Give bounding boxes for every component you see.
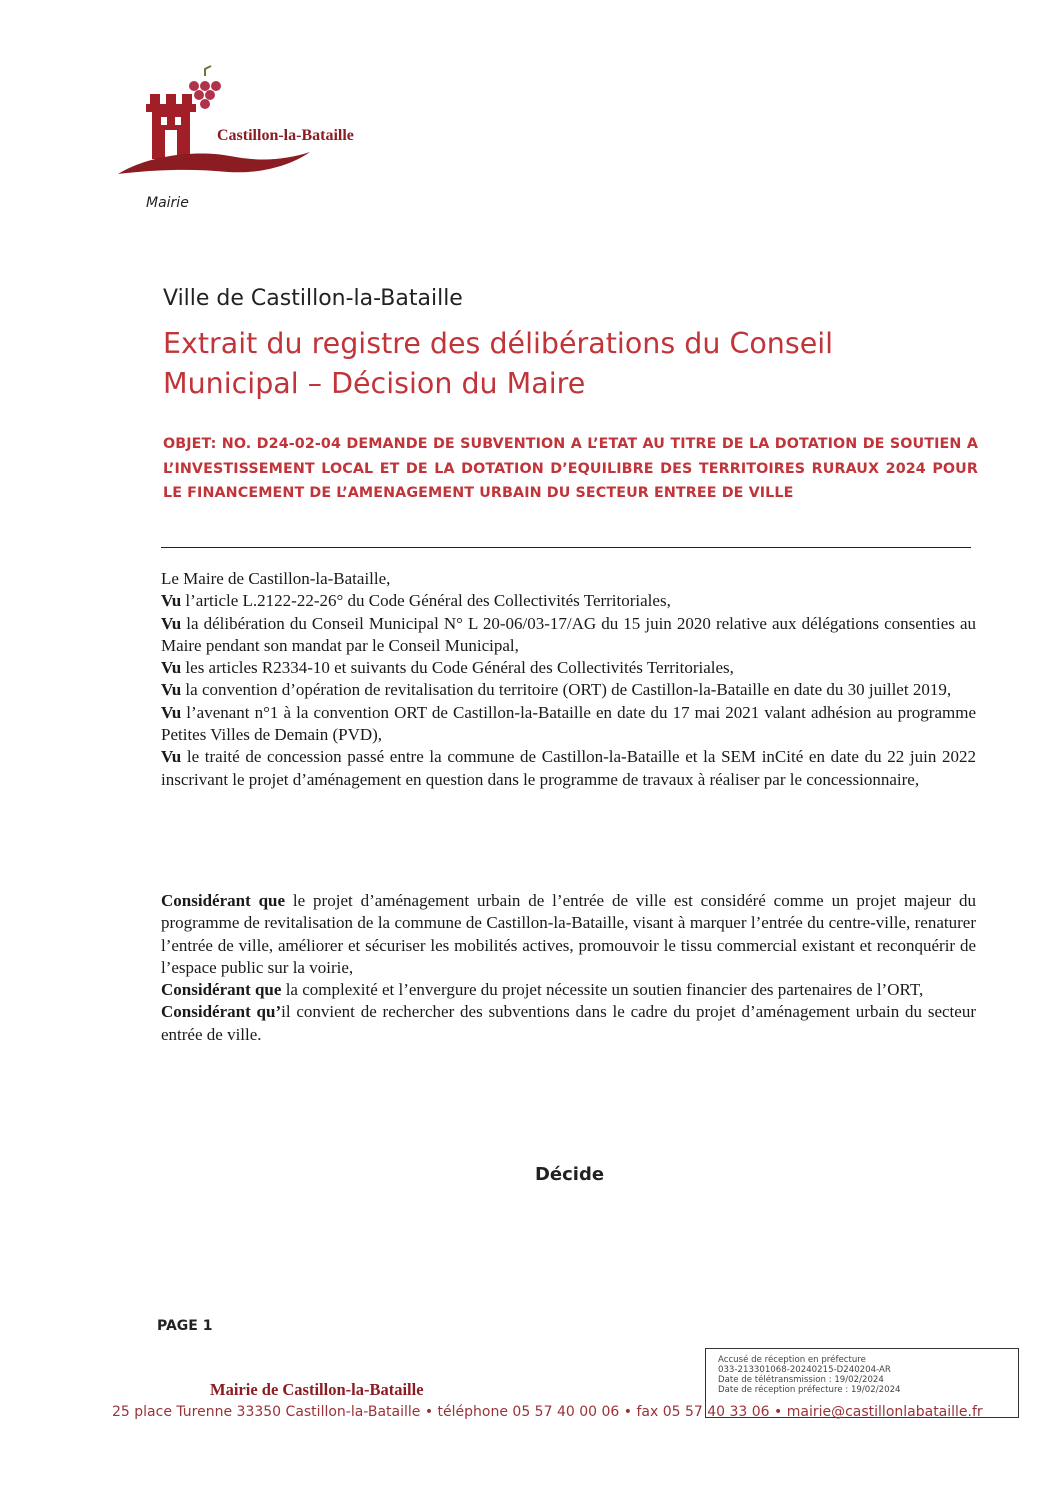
vu-item — [161, 657, 976, 679]
considerant-keyword: Considérant qu’ — [161, 1002, 282, 1022]
vu-text: le traité de concession passé entre la commune de Castillon-la-Bataille et la SEM inCité en date du 22 juin 2022 inscrivant le projet d’aménagement en question dans le programme de travaux à réaliser par le concessionnaire, — [161, 747, 977, 789]
city-heading: Ville de Castillon-la-Bataille — [163, 286, 463, 311]
considerant-text: il convient de rechercher des subventions dans le cadre du projet d’aménagement urbain du secteur entrée de ville. — [161, 1002, 976, 1044]
logo-name: Castillon-la-Bataille — [217, 127, 354, 144]
considerant-item — [161, 1001, 976, 1046]
grape-cluster-icon — [189, 66, 221, 109]
vu-item — [161, 590, 976, 612]
vu-item — [161, 702, 976, 747]
river-swoosh-icon — [118, 152, 310, 174]
footer-mairie-name: Mairie de Castillon-la-Bataille — [210, 1380, 424, 1399]
separator-rule — [161, 547, 971, 548]
footer-address: 25 place Turenne 33350 Castillon-la-Bataille • téléphone 05 57 40 00 06 • fax 05 57 40 33 06 • mairie@castillonlabataille.fr — [112, 1404, 983, 1420]
vu-keyword: Vu — [161, 680, 182, 700]
visas-block — [161, 568, 976, 791]
page-number: PAGE 1 — [157, 1318, 213, 1334]
logo-subtitle: Mairie — [146, 195, 189, 211]
vu-item — [161, 613, 976, 658]
vu-text: la délibération du Conseil Municipal N° L 20-06/03-17/AG du 15 juin 2020 relative aux délégations consenties au Maire pendant son mandat par le Conseil Municipal, — [161, 613, 977, 655]
document-title — [163, 324, 943, 404]
stamp-line: Accusé de réception en préfecture — [718, 1355, 866, 1365]
stamp-line: 033-213301068-20240215-D240204-AR — [718, 1365, 891, 1375]
vu-keyword: Vu — [161, 613, 182, 633]
vu-item — [161, 746, 976, 791]
intro-line: Le Maire de Castillon-la-Bataille, — [161, 569, 391, 588]
stamp-line: Date de télétransmission : 19/02/2024 — [718, 1375, 884, 1385]
vu-text: les articles R2334-10 et suivants du Code Général des Collectivités Territoriales, — [185, 658, 734, 678]
considerant-item — [161, 979, 976, 1001]
considerant-text: le projet d’aménagement urbain de l’entrée de ville est considéré comme un projet majeur du programme de revitalisation de la commune de Castillon-la-Bataille, visant à marquer l’entrée du centre-ville, renaturer l’entrée de ville, améliorer et sécuriser les mobilités actives, promouvoir le tissu commercial existant et reconquérir de l’espace public sur la voirie, — [161, 891, 977, 977]
title-line-2: Municipal – Décision du Maire — [163, 367, 586, 400]
vu-keyword: Vu — [161, 591, 182, 611]
vu-item — [161, 679, 976, 701]
stamp-line: Date de réception préfecture : 19/02/2024 — [718, 1385, 901, 1395]
considerant-item — [161, 890, 976, 979]
considerant-keyword: Considérant que — [161, 980, 282, 1000]
objet-heading: OBJET: NO. D24-02-04 DEMANDE DE SUBVENTION A L’ETAT AU TITRE DE LA DOTATION DE SOUTIEN A L’INVESTISSEMENT LOCAL ET DE LA DOTATION D’EQUILIBRE DES TERRITOIRES RURAUX 2024 POUR LE FINANCEMENT DE L’AMENAGEMENT URBAIN DU SECTEUR ENTREE DE VILLE — [163, 436, 978, 501]
vu-keyword: Vu — [161, 747, 182, 767]
considerant-keyword: Considérant que — [161, 891, 286, 910]
castle-tower-icon — [146, 94, 196, 159]
considerant-text: la complexité et l’envergure du projet nécessite un soutien financier des partenaires de l’ORT, — [281, 980, 924, 1000]
title-line-1: Extrait du registre des délibérations du Conseil — [163, 327, 834, 360]
vu-keyword: Vu — [161, 658, 182, 678]
vu-keyword: Vu — [161, 702, 182, 722]
vu-text: la convention d’opération de revitalisation du territoire (ORT) de Castillon-la-Bataille en date du 30 juillet 2019, — [185, 680, 952, 700]
decide-heading: Décide — [534, 1164, 605, 1185]
vu-text: l’article L.2122-22-26° du Code Général des Collectivités Territoriales, — [185, 591, 671, 611]
considerants-block — [161, 890, 976, 1046]
vu-text: l’avenant n°1 à la convention ORT de Castillon-la-Bataille en date du 17 mai 2021 valant adhésion au programme Petites Villes de Demain (PVD), — [161, 702, 976, 745]
